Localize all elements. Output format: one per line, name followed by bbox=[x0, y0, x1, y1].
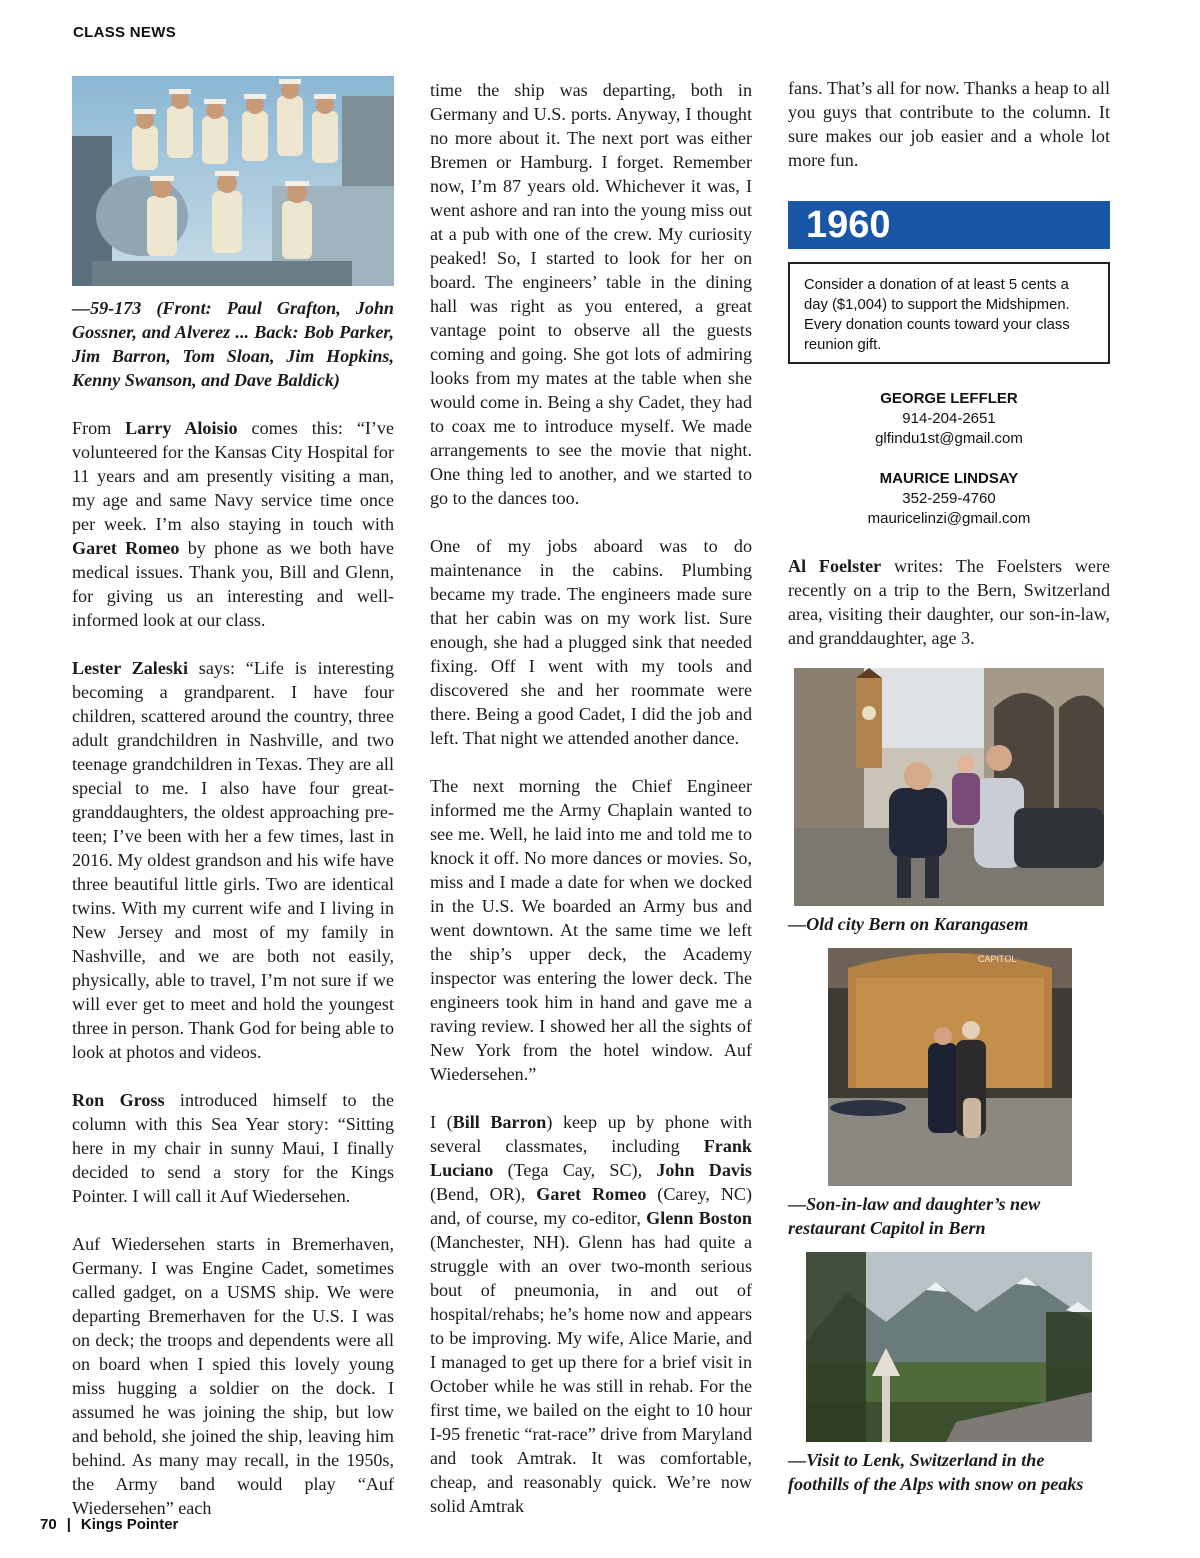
contact-phone: 352-259-4760 bbox=[902, 490, 996, 507]
story-paragraph-3: One of my jobs aboard was to do maintenance in the cabins. Plumbing became my trade. The engineers made sure that her cabin was on my work list. Sure enough, she had a plugged sink that needed fixing. Off I went with my tools and discovered she and her roommate were there. Being a good Cadet, I did the job and left. That night we attended another dance. bbox=[430, 536, 752, 748]
page-footer bbox=[40, 1516, 178, 1533]
column-2 bbox=[430, 78, 752, 1542]
zaleski-paragraph: Lester Zaleski says: “Life is interesting becoming a grandparent. I have four children, scattered around the country, three adult grandchildren in Nashville, and two teenage grandchildren in Texas. They are all special to me. I also have four great-granddaughters, the oldest approaching pre-teen; I’ve been with her a few times, last in 2016. My oldest grandson and his wife have three beautiful little girls. Two are identical twins. With my current wife and I living in New Jersey and most of my family in Nashville, and we are both not easily, physically, able to travel, I’m not sure if we will ever get to meet and hold the youngest three in person. Thank God for being able to look at photos and videos. bbox=[72, 658, 394, 1062]
name-bill-barron: Bill Barron bbox=[452, 1112, 547, 1132]
name-lester-zaleski: Lester Zaleski bbox=[72, 658, 189, 678]
restaurant-capitol-photo bbox=[828, 948, 1072, 1186]
aloisio-paragraph: From Larry Aloisio comes this: “I’ve volunteered for the Kansas City Hospital for 11 years and am presently visiting a man, my age and same Navy service time once per week. I’m also staying in touch with Garet Romeo by phone as we both have medical issues. Thank you, Bill and Glenn, for giving us an interesting and well-informed look at our class. bbox=[72, 418, 394, 630]
lenk-photo-caption: —Visit to Lenk, Switzerland in the foothills of the Alps with snow on peaks bbox=[788, 1450, 1084, 1494]
bern-old-city-photo bbox=[794, 668, 1104, 906]
restaurant-photo-caption: —Son-in-law and daughter’s new restaurant Capitol in Bern bbox=[788, 1194, 1041, 1238]
story-paragraph-2: time the ship was departing, both in Germany and U.S. ports. Anyway, I thought no more about it. The next port was either Bremen or Hamburg. I forget. Remember now, I’m 87 years old. Whichever it was, I went ashore and ran into the young miss out at a pub with one of the crew. My curiosity peaked! So, I started to look for her on board. The engineers’ table in the dining hall was right as you entered, a great vantage point to observe all the guests coming and going. She got lots of admiring looks from my mates at the table when she would come in. Being a shy Cadet, they had to coax me to introduce myself. We made arrangements to see the movie that night. One thing led to another, and we started to go to the dances too. bbox=[430, 80, 752, 508]
column-3 bbox=[788, 76, 1110, 1496]
barron-paragraph: I (Bill Barron) keep up by phone with several classmates, including Frank Luciano (Tega Cay, SC), John Davis (Bend, OR), Garet Romeo (Carey, NC) and, of course, my co-editor, Glenn Boston (Manchester, NH). Glenn has had quite a struggle with an over two-month serious bout of pneumonia, in and out of hospital/rehabs; he’s home now and appears to be improving. My wife, Alice Marie, and I managed to get up there for a brief visit in October while he was still in rehab. For the first time, we bailed on the eight to 10 hour I-95 frenetic “rat-race” drive from Maryland and took Amtrak. It was comfortable, cheap, and reasonably quick. We’re now solid Amtrak bbox=[430, 1112, 753, 1516]
contact-email[interactable]: glfindu1st@gmail.com bbox=[875, 430, 1023, 447]
gross-paragraph: Ron Gross introduced himself to the column with this Sea Year story: “Sitting here in my chair in sunny Maui, I finally decided to send a story for the Kings Pointer. I will call it Auf Wiedersehen. bbox=[72, 1090, 395, 1206]
contact-email[interactable]: mauricelinzi@gmail.com bbox=[867, 510, 1031, 527]
lenk-alps-photo bbox=[806, 1252, 1092, 1442]
foelster-paragraph: Al Foelster writes: The Foelsters were recently on a trip to the Bern, Switzerland area, visiting their daughter, our son-in-law, and granddaughter, age 3. bbox=[788, 556, 1110, 648]
contact-lindsay bbox=[788, 469, 1110, 529]
cadets-group-photo bbox=[72, 76, 394, 286]
name-garet-romeo-2: Garet Romeo bbox=[536, 1184, 647, 1204]
class-year-banner: 1960 bbox=[788, 201, 1110, 249]
cadets-photo-caption: —59-173 (Front: Paul Grafton, John Gossner, and Alverez ... Back: Bob Parker, Jim Barron, Tom Sloan, Jim Hopkins, Kenny Swanson, and Dave Baldick) bbox=[72, 298, 394, 390]
story-paragraph-4: The next morning the Chief Engineer informed me the Army Chaplain wanted to see me. Well, he laid into me and told me to knock it off. No more dances or movies. So, miss and I made a date for when we docked in the U.S. We boarded an Army bus and went downtown. At the same time we left the ship’s upper deck, the Academy inspector was entering the lower deck. The engineers took him in hand and gave me a raving review. I showed her all the sights of New York from the hotel window. Auf Wiedersehen.” bbox=[430, 776, 752, 1084]
story-paragraph-1: Auf Wiedersehen starts in Bremerhaven, Germany. I was Engine Cadet, sometimes called gadget, on a USMS ship. We were departing Bremerhaven for the U.S. I was on deck; the troops and dependents were all on board when I spied this lovely young miss hugging a soldier on the dock. I assumed he was joining the ship, but low and behold, she joined the ship, leaving him behind. As many may recall, in the 1950s, the Army band would play “Auf Wiedersehen” each bbox=[72, 1234, 394, 1518]
contact-name: MAURICE LINDSAY bbox=[879, 470, 1019, 487]
name-john-davis: John Davis bbox=[656, 1160, 752, 1180]
name-glenn-boston: Glenn Boston bbox=[646, 1208, 752, 1228]
name-larry-aloisio: Larry Aloisio bbox=[125, 418, 238, 438]
footer-separator: | bbox=[66, 1516, 71, 1533]
page-number: 70 bbox=[40, 1516, 57, 1533]
contact-phone: 914-204-2651 bbox=[902, 410, 996, 427]
name-frank-luciano: Frank Luciano bbox=[430, 1136, 752, 1180]
closing-paragraph: fans. That’s all for now. Thanks a heap to all you guys that contribute to the column. It sure makes our job easier and a whole lot more fun. bbox=[788, 78, 1110, 170]
name-garet-romeo: Garet Romeo bbox=[72, 538, 180, 558]
bern-photo-caption: —Old city Bern on Karangasem bbox=[788, 914, 1029, 934]
name-al-foelster: Al Foelster bbox=[788, 556, 882, 576]
restaurant-sign: CAPITOL bbox=[978, 954, 1017, 964]
donation-box: Consider a donation of at least 5 cents a day ($1,004) to support the Midshipmen. Every donation counts toward your class reunion gift. bbox=[788, 262, 1110, 364]
section-header: CLASS NEWS bbox=[73, 24, 177, 41]
contact-leffler bbox=[788, 389, 1110, 449]
contact-name: GEORGE LEFFLER bbox=[880, 390, 1018, 407]
name-ron-gross: Ron Gross bbox=[72, 1090, 165, 1110]
column-1 bbox=[72, 76, 394, 1544]
publication-name: Kings Pointer bbox=[80, 1516, 179, 1533]
